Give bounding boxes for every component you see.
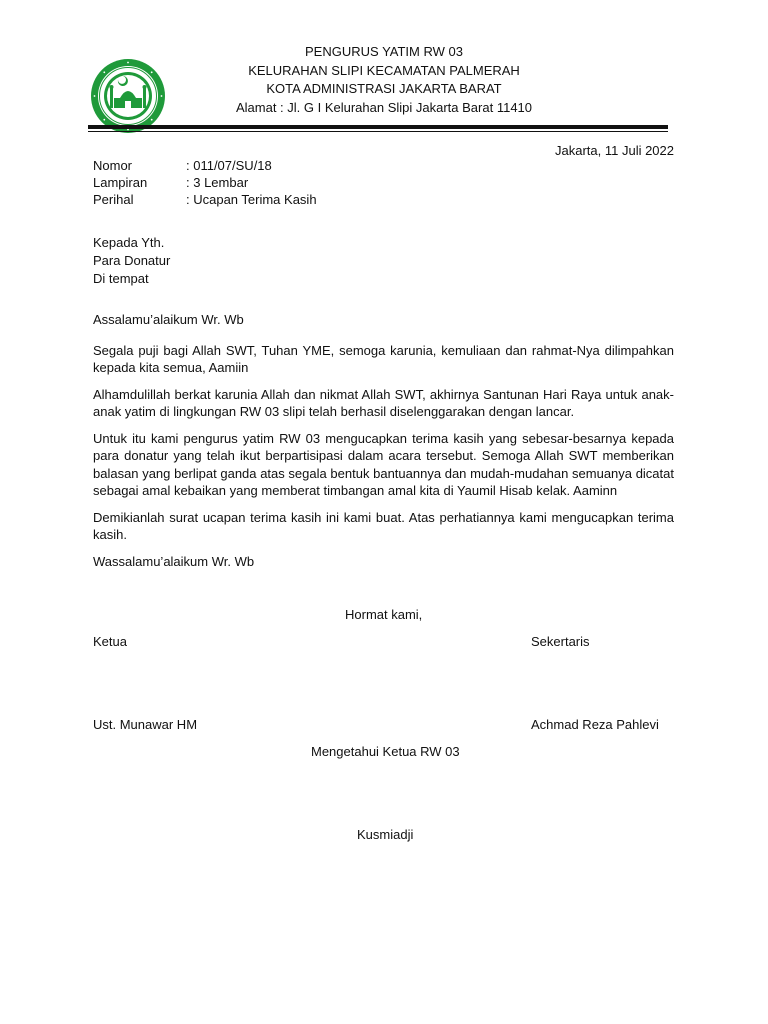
letter-body bbox=[93, 311, 674, 579]
letterhead-divider-thick bbox=[88, 125, 668, 129]
letter-date: Jakarta, 11 Juli 2022 bbox=[555, 143, 674, 158]
letterhead-org-name: PENGURUS YATIM RW 03 bbox=[305, 44, 463, 59]
meta-value: : 011/07/SU/18 bbox=[186, 158, 272, 173]
meta-row-perihal bbox=[93, 191, 317, 208]
body-paragraph: Segala puji bagi Allah SWT, Tuhan YME, semoga karunia, kemuliaan dan rahmat-Nya dilimpahkan kepada kita semua, Aamiin bbox=[93, 342, 674, 375]
letterhead-kelurahan: KELURAHAN SLIPI KECAMATAN PALMERAH bbox=[248, 62, 520, 78]
signature-hormat: Hormat kami, bbox=[345, 607, 423, 622]
signature-left-name: Ust. Munawar HM bbox=[93, 717, 198, 732]
recipient-line: Para Donatur bbox=[93, 253, 171, 268]
meta-row-nomor bbox=[93, 157, 317, 174]
recipient-line: Di tempat bbox=[93, 271, 149, 286]
body-paragraph: Untuk itu kami pengurus yatim RW 03 mengucapkan terima kasih yang sebesar-besarnya kepada para donatur yang telah ikut berpartisipasi dalam acara tersebut. Semoga Allah SWT memberikan balasan yang berlipat ganda atas segala bentuk bantuannya dan mudah-mudahan semuanya dicatat sebagai amal kebaikan yang memberat timbangan amal kita di Yaumil Hisab kelak. Aaminn bbox=[93, 430, 674, 498]
body-paragraph: Alhamdulillah berkat karunia Allah dan nikmat Allah SWT, akhirnya Santunan Hari Raya untuk anak-anak yatim di lingkungan RW 03 slipi telah berhasil diselenggarakan dengan lancar. bbox=[93, 386, 674, 419]
meta-row-lampiran bbox=[93, 174, 317, 191]
meta-label: Nomor bbox=[93, 158, 133, 173]
closing: Wassalamu’alaikum Wr. Wb bbox=[93, 553, 255, 569]
signature-approval-title: Mengetahui Ketua RW 03 bbox=[311, 744, 460, 759]
letterhead-address: Alamat : Jl. G I Kelurahan Slipi Jakarta Barat 11410 bbox=[235, 99, 533, 115]
meta-label: Perihal bbox=[93, 192, 134, 207]
signature-right-title: Sekertaris bbox=[531, 634, 590, 649]
recipient-line: Kepada Yth. bbox=[93, 235, 165, 250]
greeting: Assalamu’alaikum Wr. Wb bbox=[93, 312, 244, 327]
recipient-block bbox=[93, 234, 170, 288]
signature-right-name: Achmad Reza Pahlevi bbox=[531, 717, 659, 732]
letter-meta bbox=[93, 157, 317, 208]
body-paragraph: Demikianlah surat ucapan terima kasih ini kami buat. Atas perhatiannya kami mengucapkan terima kasih. bbox=[93, 509, 674, 542]
letterhead bbox=[200, 43, 568, 117]
meta-value: : 3 Lembar bbox=[186, 175, 249, 190]
organization-logo bbox=[90, 58, 166, 134]
signature-left-title: Ketua bbox=[93, 634, 127, 649]
signature-approval-name: Kusmiadji bbox=[357, 827, 414, 842]
meta-label: Lampiran bbox=[93, 175, 148, 190]
letterhead-city: KOTA ADMINISTRASI JAKARTA BARAT bbox=[266, 81, 502, 96]
letterhead-divider-thin bbox=[88, 131, 668, 132]
meta-value: : Ucapan Terima Kasih bbox=[186, 192, 317, 207]
